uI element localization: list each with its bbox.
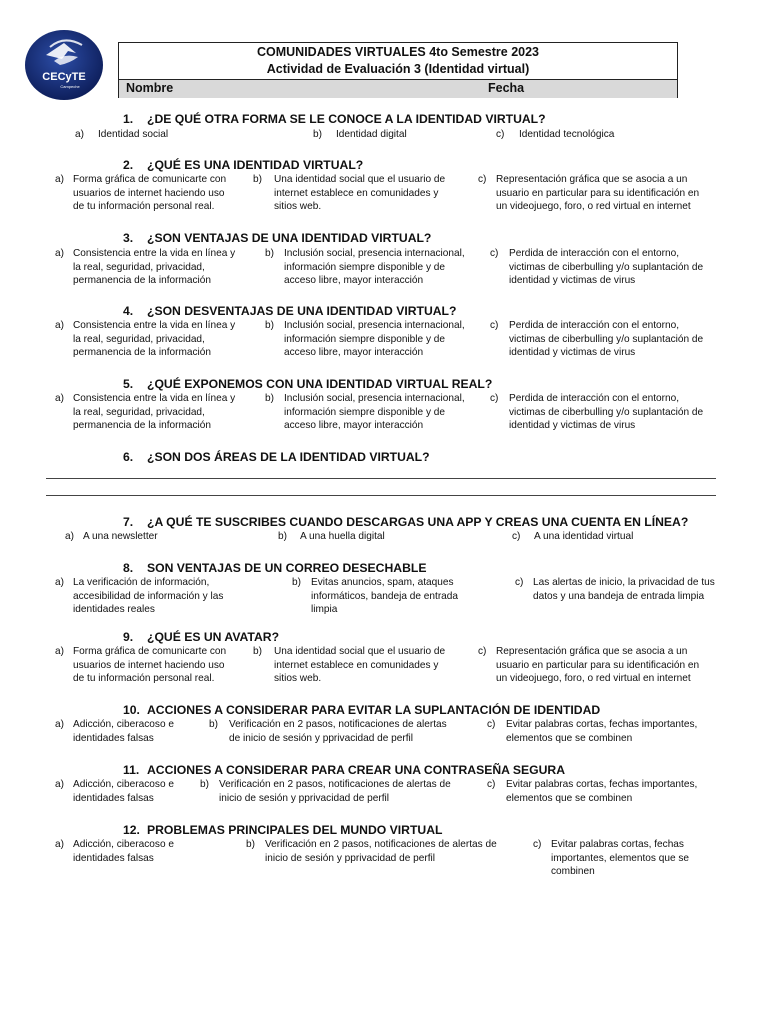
- option-text-line: limpia: [311, 604, 338, 615]
- option-letter: a): [55, 320, 64, 331]
- option-text-line: de inicio de sesión y pprivacidad de perfil: [229, 732, 414, 744]
- option-letter: c): [515, 577, 524, 588]
- option-text-line: Verificación en 2 pasos, notificaciones de alertas de: [265, 839, 497, 850]
- question-12-heading: [123, 823, 442, 837]
- option-text-line: Una identidad social que el usuario de: [274, 646, 446, 657]
- option-text-line: usuarios de internet haciendo uso: [73, 659, 225, 671]
- option-text-line: Consistencia entre la vida en línea y: [73, 393, 236, 404]
- option-text-line: Perdida de interacción con el entorno,: [509, 248, 680, 259]
- option-text-line: Identidad digital: [336, 129, 407, 140]
- option-text-line: Inclusión social, presencia internacional,: [284, 248, 465, 259]
- option-letter: c): [478, 174, 487, 185]
- option-letter: b): [292, 577, 301, 588]
- option-text-line: Una identidad social que el usuario de: [274, 174, 446, 185]
- option-text-line: identidades falsas: [73, 852, 154, 864]
- question-text: ¿SON DESVENTAJAS DE UNA IDENTIDAD VIRTUAL?: [147, 304, 457, 318]
- question-number: 9.: [123, 630, 134, 644]
- question-number: 2.: [123, 158, 134, 172]
- header-box: [118, 42, 678, 98]
- option-text-line: Verificación en 2 pasos, notificaciones de alertas de: [219, 779, 451, 790]
- option-text-line: Perdida de interacción con el entorno,: [509, 320, 680, 331]
- option-text-line: inicio de sesión y pprivacidad de perfil: [265, 852, 436, 864]
- option-text-line: internet establece en comunidades y: [274, 659, 439, 671]
- option-letter: b): [313, 129, 322, 140]
- date-label: Fecha: [488, 81, 525, 95]
- option-text-line: Consistencia entre la vida en línea y: [73, 320, 236, 331]
- option-letter: a): [55, 393, 64, 404]
- option-text-line: información siempre disponible y de: [284, 333, 446, 345]
- question-10-heading: [123, 703, 600, 717]
- question-number: 7.: [123, 515, 134, 529]
- option-text-line: de tu información personal real.: [73, 201, 215, 212]
- option-text-line: un videojuego, foro, o red virtual en internet: [496, 201, 691, 212]
- name-date-row[interactable]: [119, 79, 677, 98]
- option-text-line: identidad y victimas de virus: [509, 420, 636, 431]
- option-letter: a): [55, 577, 64, 588]
- option-letter: a): [55, 646, 64, 657]
- option-text-line: accesibilidad de información y las: [73, 590, 224, 602]
- option-letter: c): [512, 531, 521, 542]
- question-number: 1.: [123, 112, 134, 126]
- course-title: COMUNIDADES VIRTUALES 4to Semestre 2023: [256, 45, 540, 59]
- option-letter: a): [55, 174, 64, 185]
- answer-line-1[interactable]: [46, 478, 716, 479]
- option-letter: b): [246, 839, 255, 850]
- option-text-line: victimas de ciberbulling y/o suplantación de: [509, 406, 704, 418]
- option-text-line: internet establece en comunidades y: [274, 187, 439, 199]
- option-text-line: acceso libre, mayor interacción: [284, 347, 424, 358]
- option-text-line: sitios web.: [274, 201, 322, 212]
- option-letter: a): [65, 531, 74, 542]
- answer-line-2[interactable]: [46, 495, 716, 496]
- option-text-line: Adicción, ciberacoso e: [73, 779, 174, 790]
- option-text-line: información siempre disponible y de: [284, 261, 446, 273]
- option-letter: b): [265, 320, 274, 331]
- option-letter: a): [55, 839, 64, 850]
- option-letter: b): [278, 531, 287, 542]
- question-text: ACCIONES A CONSIDERAR PARA EVITAR LA SUPLANTACIÓN DE IDENTIDAD: [147, 703, 601, 717]
- option-text-line: A una identidad virtual: [534, 531, 634, 542]
- option-text-line: Adicción, ciberacoso e: [73, 839, 174, 850]
- question-text: ¿QUÉ EXPONEMOS CON UNA IDENTIDAD VIRTUAL REAL?: [147, 377, 493, 391]
- option-letter: a): [55, 248, 64, 259]
- option-text-line: la real, seguridad, privacidad,: [73, 406, 205, 418]
- option-text-line: usuario en particular para su identificación en: [496, 659, 700, 671]
- option-text-line: Forma gráfica de comunicarte con: [73, 646, 227, 657]
- option-letter: c): [490, 393, 499, 404]
- option-letter: b): [200, 779, 209, 790]
- option-text-line: usuario en particular para su identificación en: [496, 187, 700, 199]
- name-label: Nombre: [126, 81, 174, 95]
- option-text-line: permanencia de la información: [73, 420, 212, 431]
- question-1-heading: [123, 112, 546, 126]
- option-letter: c): [496, 129, 505, 140]
- option-text-line: acceso libre, mayor interacción: [284, 420, 424, 431]
- question-number: 12.: [123, 823, 140, 837]
- cecyte-logo-icon: [24, 29, 104, 101]
- option-text-line: Evitar palabras cortas, fechas importantes,: [506, 779, 698, 790]
- question-6-heading: [123, 450, 430, 464]
- question-3-heading: [123, 231, 431, 245]
- question-number: 5.: [123, 377, 134, 391]
- option-text-line: importantes, elementos que se: [551, 852, 690, 864]
- option-text-line: A una huella digital: [300, 531, 385, 542]
- option-text-line: victimas de ciberbulling y/o suplantación de: [509, 261, 704, 273]
- option-letter: b): [209, 719, 218, 730]
- option-text-line: la real, seguridad, privacidad,: [73, 261, 205, 273]
- option-letter: b): [265, 393, 274, 404]
- option-text-line: La verificación de información,: [73, 577, 210, 588]
- option-text-line: elementos que se combinen: [506, 792, 633, 804]
- question-text: PROBLEMAS PRINCIPALES DEL MUNDO VIRTUAL: [147, 823, 443, 837]
- question-text: ¿QUÉ ES UNA IDENTIDAD VIRTUAL?: [147, 158, 364, 172]
- option-text-line: Representación gráfica que se asocia a un: [496, 646, 688, 657]
- question-11-heading: [123, 763, 565, 777]
- logo-text: CECyTE: [42, 71, 86, 83]
- option-text-line: permanencia de la información: [73, 275, 212, 286]
- option-text-line: identidades falsas: [73, 732, 154, 744]
- option-text-line: identidad y victimas de virus: [509, 347, 636, 358]
- option-letter: b): [253, 174, 262, 185]
- question-number: 4.: [123, 304, 134, 318]
- option-text-line: informáticos, bandeja de entrada: [311, 590, 459, 602]
- question-7-heading: [123, 515, 688, 529]
- option-text-line: permanencia de la información: [73, 347, 212, 358]
- option-text-line: identidad y victimas de virus: [509, 275, 636, 286]
- option-text-line: identidades falsas: [73, 792, 154, 804]
- option-text-line: información siempre disponible y de: [284, 406, 446, 418]
- option-text-line: Inclusión social, presencia internacional,: [284, 320, 465, 331]
- option-text-line: Perdida de interacción con el entorno,: [509, 393, 680, 404]
- question-text: ¿QUÉ ES UN AVATAR?: [147, 630, 280, 644]
- activity-title: Actividad de Evaluación 3 (Identidad virtual): [266, 62, 530, 76]
- option-text-line: Identidad tecnológica: [519, 129, 615, 140]
- option-text-line: inicio de sesión y pprivacidad de perfil: [219, 792, 390, 804]
- option-text-line: Evitas anuncios, spam, ataques: [311, 577, 454, 588]
- option-text-line: datos y una bandeja de entrada limpia: [533, 590, 705, 602]
- option-text-line: combinen: [551, 866, 595, 877]
- question-number: 8.: [123, 561, 134, 575]
- option-text-line: un videojuego, foro, o red virtual en internet: [496, 673, 691, 684]
- option-text-line: Adicción, ciberacoso e: [73, 719, 174, 730]
- option-text-line: de tu información personal real.: [73, 673, 215, 684]
- option-letter: a): [55, 779, 64, 790]
- option-text-line: Las alertas de inicio, la privacidad de tus: [533, 577, 715, 588]
- option-text-line: Representación gráfica que se asocia a un: [496, 174, 688, 185]
- option-letter: c): [533, 839, 542, 850]
- option-text-line: A una newsletter: [83, 531, 158, 542]
- option-text-line: Forma gráfica de comunicarte con: [73, 174, 227, 185]
- option-letter: c): [487, 719, 496, 730]
- question-9-heading: [123, 630, 279, 644]
- option-text-line: Consistencia entre la vida en línea y: [73, 248, 236, 259]
- question-text: ¿SON VENTAJAS DE UNA IDENTIDAD VIRTUAL?: [147, 231, 432, 245]
- question-8-heading: [123, 561, 426, 575]
- question-text: SON VENTAJAS DE UN CORREO DESECHABLE: [147, 561, 427, 575]
- option-letter: a): [75, 129, 84, 140]
- question-number: 6.: [123, 450, 134, 464]
- question-text: ¿SON DOS ÁREAS DE LA IDENTIDAD VIRTUAL?: [147, 450, 430, 464]
- option-text-line: Inclusión social, presencia internacional,: [284, 393, 465, 404]
- option-letter: b): [253, 646, 262, 657]
- option-text-line: Verificación en 2 pasos, notificaciones de alertas: [229, 719, 447, 730]
- option-text-line: Evitar palabras cortas, fechas importantes,: [506, 719, 698, 730]
- option-text-line: elementos que se combinen: [506, 732, 633, 744]
- question-4-heading: [123, 304, 456, 318]
- option-letter: c): [487, 779, 496, 790]
- option-letter: c): [490, 248, 499, 259]
- question-text: ¿A QUÉ TE SUSCRIBES CUANDO DESCARGAS UNA APP Y CREAS UNA CUENTA EN LÍNEA?: [147, 515, 689, 529]
- option-text-line: victimas de ciberbulling y/o suplantación de: [509, 333, 704, 345]
- option-letter: c): [478, 646, 487, 657]
- question-number: 3.: [123, 231, 134, 245]
- question-number: 10.: [123, 703, 140, 717]
- option-letter: b): [265, 248, 274, 259]
- option-text-line: acceso libre, mayor interacción: [284, 275, 424, 286]
- question-2-heading: [123, 158, 363, 172]
- option-text-line: la real, seguridad, privacidad,: [73, 333, 205, 345]
- question-text: ACCIONES A CONSIDERAR PARA CREAR UNA CONTRASEÑA SEGURA: [147, 763, 566, 777]
- option-text-line: usuarios de internet haciendo uso: [73, 187, 225, 199]
- question-5-heading: [123, 377, 492, 391]
- question-number: 11.: [123, 763, 140, 777]
- logo-subtext: Campeche: [60, 84, 80, 89]
- option-letter: c): [490, 320, 499, 331]
- option-text-line: Identidad social: [98, 129, 169, 140]
- question-text: ¿DE QUÉ OTRA FORMA SE LE CONOCE A LA IDENTIDAD VIRTUAL?: [147, 112, 546, 126]
- option-text-line: Evitar palabras cortas, fechas: [551, 839, 684, 850]
- option-text-line: sitios web.: [274, 673, 322, 684]
- option-letter: a): [55, 719, 64, 730]
- option-text-line: identidades reales: [73, 604, 155, 615]
